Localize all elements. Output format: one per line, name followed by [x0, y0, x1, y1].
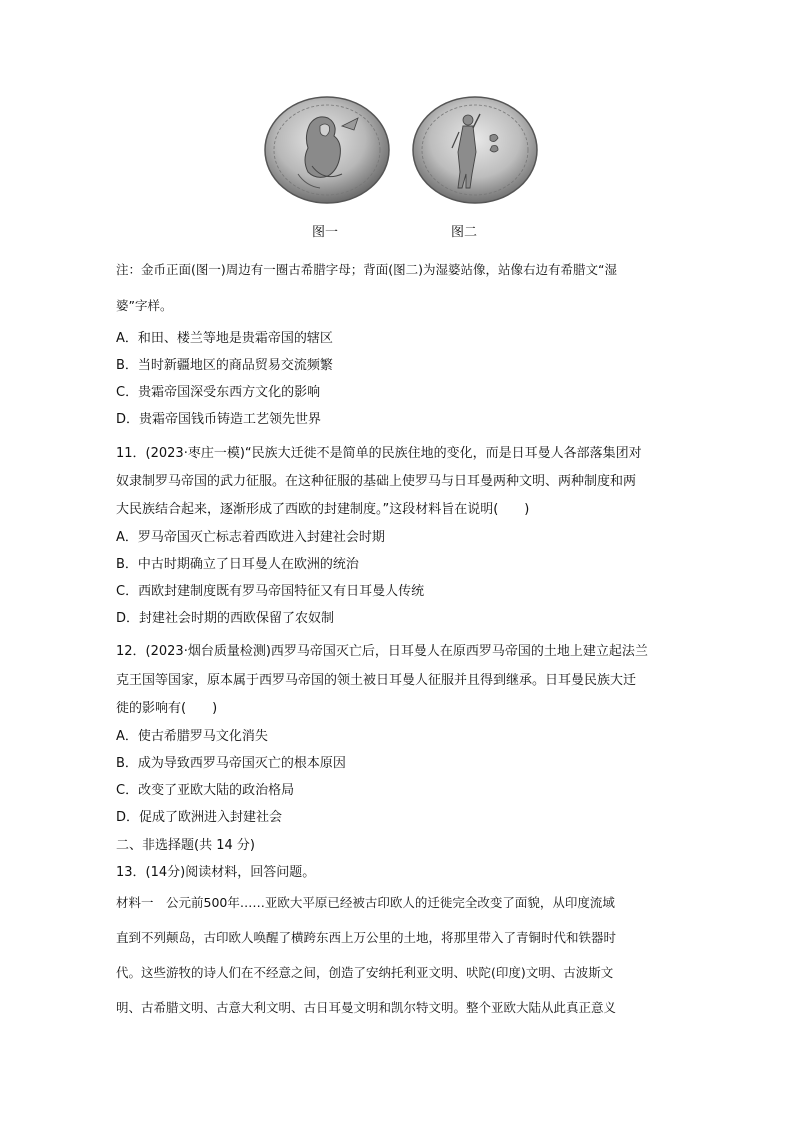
q12-option-d: D．促成了欧洲进入封建社会	[116, 810, 283, 825]
coin-obverse-image	[262, 96, 392, 204]
q11-option-c: C．西欧封建制度既有罗马帝国特征又有日耳曼人传统	[116, 584, 425, 599]
figure-1-caption: 图一	[312, 225, 339, 240]
q11-option-a: A．罗马帝国灭亡标志着西欧进入封建社会时期	[116, 530, 385, 545]
q11-option-b: B．中古时期确立了日耳曼人在欧洲的统治	[116, 557, 359, 572]
q13-material-1-line-2: 直到不列颠岛，古印欧人唤醒了横跨东西上万公里的土地，将那里带入了青铜时代和铁器时	[116, 930, 617, 945]
section-2-heading: 二、非选择题(共 14 分)	[116, 838, 255, 853]
q13-material-1-line-4: 明、古希腊文明、古意大利文明、古日耳曼文明和凯尔特文明。整个亚欧大陆从此真正意义	[116, 1000, 617, 1015]
note-line-1: 注：金币正面(图一)周边有一圈古希腊字母；背面(图二)为湿婆站像，站像右边有希腊文“湿	[116, 262, 617, 277]
q13-material-1-line-3: 代。这些游牧的诗人们在不经意之间，创造了安纳托利亚文明、吠陀(印度)文明、古波斯文	[116, 965, 614, 980]
q10-option-b: B．当时新疆地区的商品贸易交流频繁	[116, 358, 333, 373]
q10-option-d: D．贵霜帝国钱币铸造工艺领先世界	[116, 412, 322, 427]
q12-option-b: B．成为导致西罗马帝国灭亡的根本原因	[116, 756, 346, 771]
note-line-2: 婆”字样。	[116, 298, 173, 313]
figure-2-caption: 图二	[451, 225, 478, 240]
q11-stem-line-1: 11．(2023·枣庄一模)“民族大迁徙不是简单的民族住地的变化，而是日耳曼人各部落集团对	[116, 446, 642, 461]
q11-stem-line-3: 大民族结合起来，逐渐形成了西欧的封建制度。”这段材料旨在说明( )	[116, 502, 530, 517]
q13-material-1-line-1: 材料一 公元前500年……亚欧大平原已经被古印欧人的迁徙完全改变了面貌，从印度流域	[116, 895, 615, 910]
q11-stem-line-2: 奴隶制罗马帝国的武力征服。在这种征服的基础上使罗马与日耳曼两种文明、两种制度和两	[116, 474, 637, 489]
q12-stem-line-1: 12．(2023·烟台质量检测)西罗马帝国灭亡后，日耳曼人在原西罗马帝国的土地上建立起法兰	[116, 644, 648, 659]
q11-option-d: D．封建社会时期的西欧保留了农奴制	[116, 611, 335, 626]
q12-stem-line-2: 克王国等国家，原本属于西罗马帝国的领土被日耳曼人征服并且得到继承。日耳曼民族大迁	[116, 673, 637, 688]
coin-figures	[262, 96, 536, 204]
q10-option-a: A．和田、楼兰等地是贵霜帝国的辖区	[116, 331, 333, 346]
q12-option-c: C．改变了亚欧大陆的政治格局	[116, 783, 295, 798]
coin-reverse-image	[410, 96, 540, 204]
q13-stem: 13．(14分)阅读材料，回答问题。	[116, 865, 316, 880]
q12-stem-line-3: 徙的影响有( )	[116, 701, 218, 716]
q10-option-c: C．贵霜帝国深受东西方文化的影响	[116, 385, 321, 400]
q12-option-a: A．使古希腊罗马文化消失	[116, 729, 268, 744]
